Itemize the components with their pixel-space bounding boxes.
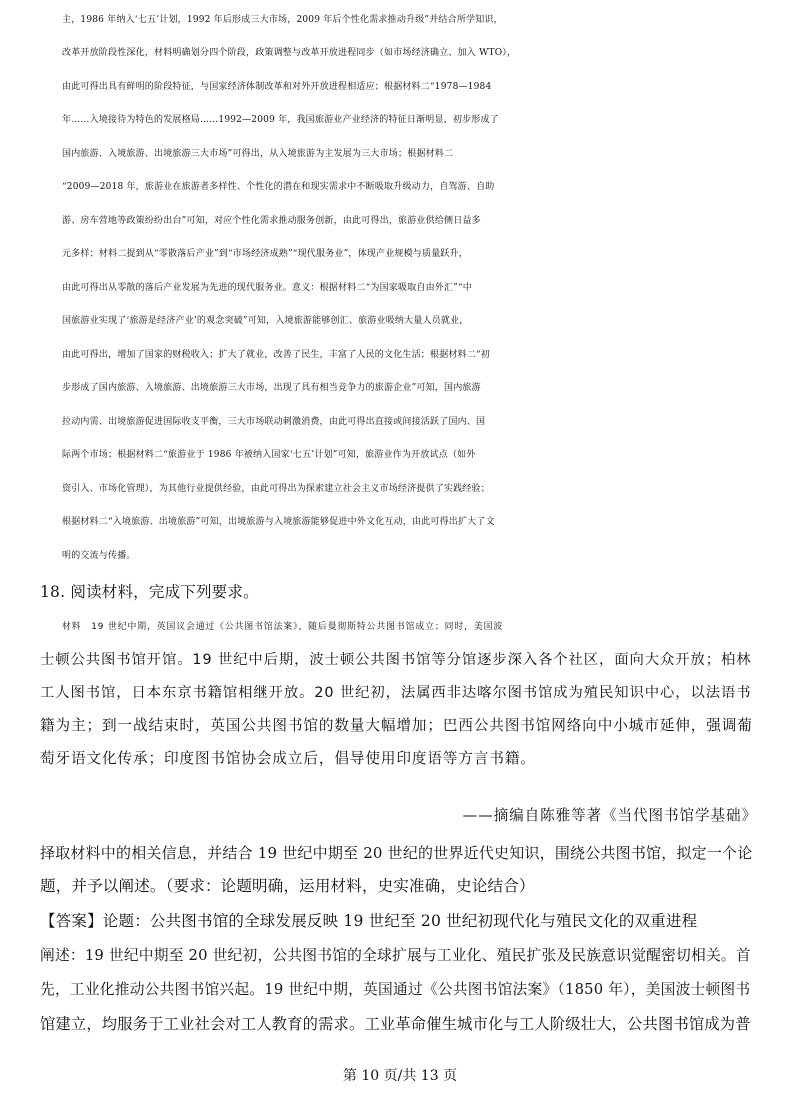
question-title: 18. 阅读材料，完成下列要求。	[40, 583, 259, 601]
material-line: 士顿公共图书馆开馆。19 世纪中后期，波士顿公共图书馆等分馆逐步深入各个社区，面向大众开放；柏林	[40, 652, 752, 668]
elaboration-line: 先，工业化推动公共图书馆兴起。19 世纪中期，英国通过《公共图书馆法案》（1850 年），美国波士顿图书	[40, 981, 751, 998]
answer-thesis: 【答案】论题：公共图书馆的全球发展反映 19 世纪至 20 世纪初现代化与殖民文化的双重进程	[40, 912, 698, 930]
text-line: 改革开放阶段性深化，材料明确划分四个阶段，政策调整与改革开放进程同步（如市场经济确立、加入 WTO），	[62, 48, 517, 58]
text-line: 元多样；材料二提到从“零散落后产业”到“市场经济成熟”“现代服务业”，体现产业规模与质量跃升，	[62, 249, 469, 259]
material-line: 萄牙语文化传承；印度图书馆协会成立后，倡导使用印度语等方言书籍。	[40, 750, 536, 767]
text-line: 国内旅游、入境旅游、出境旅游三大市场”可得出，从入境旅游为主发展为三大市场；根据材料二	[62, 149, 454, 159]
elaboration-line: 馆建立，均服务于工业社会对工人教育的需求。工业革命催生城市化与工人阶级壮大，公共图书馆成为普	[40, 1015, 751, 1033]
material-line: 工人图书馆，日本东京书籍馆相继开放。20 世纪初，法属西非达喀尔图书馆成为殖民知识中心，以法语书	[40, 685, 752, 701]
text-line: “2009—2018 年，旅游业在旅游者多样性、个性化的潜在和现实需求中不断吸取升级动力，自驾游、自助	[62, 182, 495, 192]
text-line: 资引入、市场化管理），为其他行业提供经验，由此可得出为探索建立社会主义市场经济提供了实践经验；	[62, 484, 490, 494]
material-line: 材料 19 世纪中期，英国议会通过《公共图书馆法案》，随后曼彻斯特公共图书馆成立；同时，美国波	[62, 622, 504, 632]
source-citation: ——摘编自陈雅等著《当代图书馆学基础》	[462, 807, 757, 824]
text-line: 由此可得出具有鲜明的阶段特征，与国家经济体制改革和对外开放进程相适应；根据材料二“1978—1984	[62, 82, 492, 92]
text-line: 明的交流与传播。	[62, 551, 136, 561]
requirement-line: 题，并予以阐述。（要求：论题明确，运用材料，史实准确，史论结合）	[40, 877, 535, 895]
material-line: 籍为主；到一战结束时，英国公共图书馆的数量大幅增加；巴西公共图书馆网络向中小城市延伸，强调葡	[40, 717, 753, 734]
text-line: 际两个市场；根据材料二“旅游业于 1986 年被纳入国家‘七五’计划”可知，旅游业作为开放试点（如外	[62, 450, 476, 460]
text-line: 主，1986 年纳入‘七五’计划，1992 年后形成三大市场，2009 年后个性化需求推动升级”并结合所学知识，	[62, 15, 503, 25]
text-line: 由此可得出，增加了国家的财税收入；扩大了就业，改善了民生，丰富了人民的文化生活；根据材料二“初	[62, 350, 491, 360]
text-line: 国旅游业实现了‘旅游是经济产业’的观念突破”可知，入境旅游能够创汇、旅游业吸纳大量人员就业，	[62, 316, 469, 326]
text-line: 步形成了国内旅游、入境旅游、出境旅游三大市场，出现了具有相当竞争力的旅游企业”可知，国内旅游	[62, 383, 481, 393]
elaboration-line: 阐述：19 世纪中期至 20 世纪初，公共图书馆的全球扩展与工业化、殖民扩张及民族意识觉醒密切相关。首	[40, 947, 751, 964]
text-line: 年……入境接待为特色的发展格局……1992—2009 年，我国旅游业产业经济的特征日渐明显，初步形成了	[62, 115, 499, 125]
text-line: 由此可得出从零散的落后产业发展为先进的现代服务业。意义：根据材料二“为国家吸取自由外汇”“中	[62, 283, 473, 293]
text-line: 根据材料二“入境旅游、出境旅游”可知，出境旅游与入境旅游能够促进中外文化互动，由此可得出扩大了文	[62, 517, 495, 527]
text-line: 游、房车营地等政策纷纷出台”可知，对应个性化需求推动服务创新，由此可得出，旅游业供给侧日益多	[62, 216, 481, 226]
page-footer: 第 10 页/共 13 页	[342, 1068, 458, 1084]
text-line: 拉动内需、出境旅游促进国际收支平衡，三大市场联动刺激消费，由此可得出直接或间接活跃了国内、国	[62, 417, 486, 427]
requirement-line: 择取材料中的相关信息，并结合 19 世纪中期至 20 世纪的世界近代史知识，围绕公共图书馆，拟定一个论	[40, 844, 753, 862]
